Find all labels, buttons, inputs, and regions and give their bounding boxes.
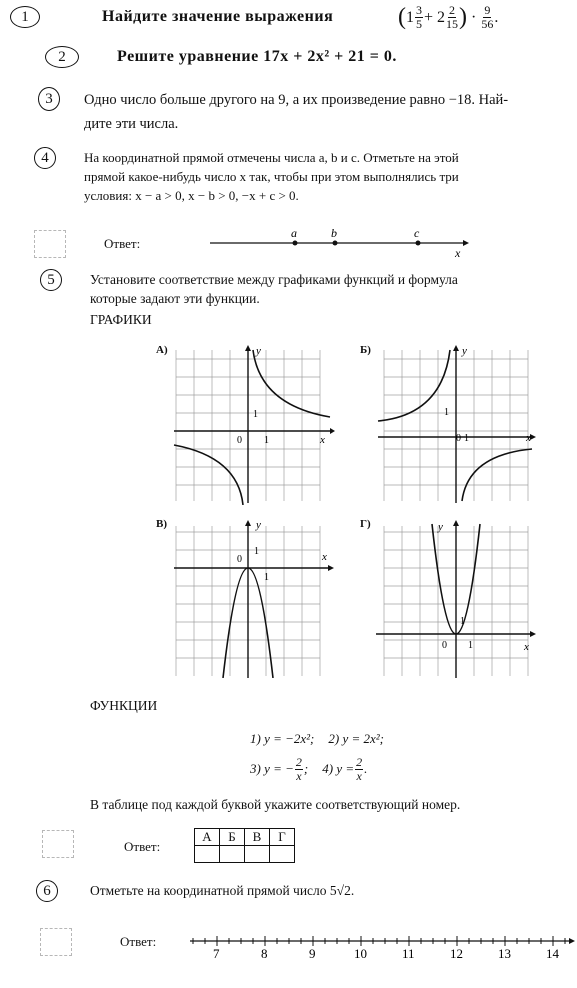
graph-b-label: Б)	[360, 344, 371, 356]
task-number-1: 1	[10, 6, 40, 28]
task4-line3: условия: x − a > 0, x − b > 0, −x + c > 0.	[84, 188, 299, 203]
task4-text	[84, 148, 459, 205]
task5-answer-label: Ответ:	[124, 839, 161, 854]
tick-label-12: 12	[450, 946, 463, 960]
axis-x-label: x	[455, 246, 461, 260]
function-1: 1) y = −2x²;	[250, 731, 315, 746]
answer-cell-v[interactable]	[245, 846, 270, 863]
task6-text: Отметьте на координатной прямой число 5√2.	[90, 883, 355, 898]
table-header-a: А	[195, 829, 220, 846]
task1-text	[102, 8, 333, 25]
functions-heading: ФУНКЦИИ	[90, 698, 158, 713]
functions-list	[250, 726, 384, 786]
task5-text	[90, 270, 458, 308]
graph-v-label: В)	[156, 518, 167, 530]
graph-v	[170, 518, 335, 678]
svg-text:y: y	[462, 345, 467, 357]
svg-text:1: 1	[254, 546, 259, 557]
task5-instruction: В таблице под каждой буквой укажите соответствующий номер.	[90, 797, 461, 812]
task5-line2: которые задают эти функции.	[90, 291, 260, 306]
svg-text:1: 1	[444, 407, 449, 418]
task4-answer-label: Ответ:	[104, 236, 141, 251]
svg-text:y: y	[256, 519, 261, 531]
svg-text:1: 1	[253, 409, 258, 420]
tick-label-8: 8	[261, 946, 268, 960]
task6-answer-box[interactable]	[40, 928, 72, 956]
task5-line1: Установите соответствие между графиками функций и формула	[90, 272, 458, 287]
svg-text:0: 0	[237, 554, 242, 565]
svg-text:0: 0	[456, 433, 461, 444]
tick-label-14: 14	[546, 946, 559, 960]
task4-answer-box[interactable]	[34, 230, 66, 258]
graphs-heading: ГРАФИКИ	[90, 312, 152, 327]
function-2: 2) y = 2x²;	[328, 731, 385, 746]
point-c	[416, 241, 421, 246]
function-4: 4) y = $\frac{2}{x}$ .	[322, 755, 368, 784]
svg-text:0: 0	[237, 435, 242, 446]
svg-text:y: y	[438, 521, 443, 533]
task4-line2: прямой какое-нибудь число x так, чтобы при этом выполнялись три	[84, 169, 459, 184]
task5-answer-table[interactable]	[194, 828, 295, 863]
table-header-b: Б	[220, 829, 245, 846]
task6-answer-label: Ответ:	[120, 934, 157, 949]
table-header-v: В	[245, 829, 270, 846]
graph-b	[372, 345, 537, 505]
task-number-3: 3	[38, 87, 60, 111]
task3-line2: дите эти числа.	[84, 116, 179, 132]
task6-number-line[interactable]	[186, 928, 577, 960]
graph-a-label: А)	[156, 344, 168, 356]
svg-text:1: 1	[264, 572, 269, 583]
task3-line1: Одно число больше другого на 9, а их произведение равно −18. Най-	[84, 92, 509, 108]
task-number-6: 6	[36, 880, 58, 902]
tick-label-7: 7	[213, 946, 220, 960]
answer-cell-a[interactable]	[195, 846, 220, 863]
point-b-label: b	[331, 226, 337, 240]
graph-g-label: Г)	[360, 518, 371, 530]
point-a	[293, 241, 298, 246]
function-3: 3) y = − $\frac{2}{x}$ ;	[250, 755, 309, 784]
svg-text:x: x	[526, 432, 531, 444]
tick-label-11: 11	[402, 946, 415, 960]
svg-text:y: y	[256, 345, 261, 357]
tick-label-9: 9	[309, 946, 316, 960]
task5-answer-box[interactable]	[42, 830, 74, 858]
tick-label-10: 10	[354, 946, 367, 960]
answer-cell-b[interactable]	[220, 846, 245, 863]
graph-a	[170, 345, 335, 505]
task-number-5: 5	[40, 269, 62, 291]
table-header-g: Г	[270, 829, 295, 846]
svg-text:1: 1	[460, 616, 465, 627]
answer-cell-g[interactable]	[270, 846, 295, 863]
task-number-4: 4	[34, 147, 56, 169]
svg-text:x: x	[322, 551, 327, 563]
point-b	[333, 241, 338, 246]
task-number-2: 2	[45, 46, 79, 68]
tick-label-13: 13	[498, 946, 511, 960]
graph-g	[372, 518, 537, 678]
task3-text	[84, 88, 508, 136]
svg-text:1: 1	[464, 433, 469, 444]
svg-text:x: x	[320, 434, 325, 446]
svg-text:1: 1	[264, 435, 269, 446]
task1-label: Найдите значение выражения	[102, 8, 334, 25]
task4-line1: На координатной прямой отмечены числа a, b и c. Отметьте на этой	[84, 150, 459, 165]
task4-number-line[interactable]	[205, 226, 475, 262]
svg-text:x: x	[524, 641, 529, 653]
point-a-label: a	[291, 226, 297, 240]
svg-text:0: 0	[442, 640, 447, 651]
point-c-label: c	[414, 226, 420, 240]
svg-text:1: 1	[468, 640, 473, 651]
task1-expression: ( 1 $\frac{3}{5}$ + 2 $\frac{2}{15}$ ) · $\frac{9}{56}$ .	[398, 3, 499, 31]
task2-text: Решите уравнение 17x + 2x² + 21 = 0.	[117, 48, 397, 65]
